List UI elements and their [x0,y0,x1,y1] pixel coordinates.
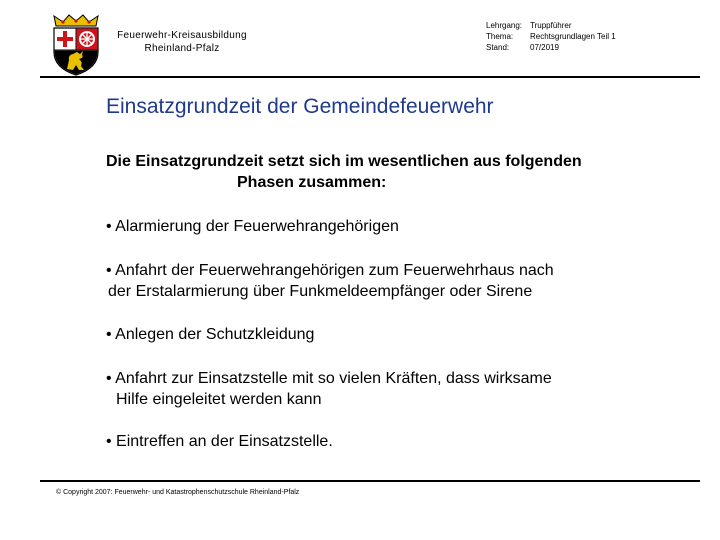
organization-line-2: Rheinland-Pfalz [144,43,220,54]
organization-line-1: Feuerwehr-Kreisausbildung [117,30,247,41]
slide-title: Einsatzgrundzeit der Gemeindefeuerwehr [106,95,494,118]
date-value: 07/2019 [530,43,559,52]
meta-row-date [486,42,616,53]
bullet-text-continuation: Hilfe eingeleitet werden kann [116,391,322,408]
organization-name [112,29,252,55]
intro-line-2: Phasen zusammen: [237,174,387,191]
course-label: Lehrgang: [486,21,523,30]
bullet-item-3 [106,324,666,345]
topic-value: Rechtsgrundlagen Teil 1 [530,32,616,41]
bullet-text-continuation: der Erstalarmierung über Funkmeldeempfänger oder Sirene [108,283,533,300]
bullet-text: • Alarmierung der Feuerwehrangehörigen [106,218,399,235]
topic-label: Thema: [486,32,514,41]
bullet-text: • Anfahrt zur Einsatzstelle mit so vielen Kräften, dass wirksame [106,370,552,387]
bullet-text: • Eintreffen an der Einsatzstelle. [106,433,333,450]
bullet-item-2 [106,260,666,302]
bullet-item-5 [106,431,666,452]
bullet-item-4 [106,368,666,410]
intro-text [106,151,666,193]
date-label: Stand: [486,43,510,52]
bullet-item-1 [106,216,666,237]
copyright-notice: © Copyright 2007: Feuerwehr- und Katastrophenschutzschule Rheinland-Pfalz [56,489,300,496]
footer-divider [40,480,700,482]
header-divider [40,76,700,78]
bullet-text: • Anlegen der Schutzkleidung [106,326,315,343]
course-meta [486,20,616,53]
meta-row-topic [486,31,616,42]
course-value: Truppführer [530,21,572,30]
intro-line-1: Die Einsatzgrundzeit setzt sich im wesentlichen aus folgenden [106,153,582,170]
rhineland-palatinate-coat-of-arms-icon [50,14,102,76]
meta-row-course [486,20,616,31]
bullet-text: • Anfahrt der Feuerwehrangehörigen zum Feuerwehrhaus nach [106,262,554,279]
